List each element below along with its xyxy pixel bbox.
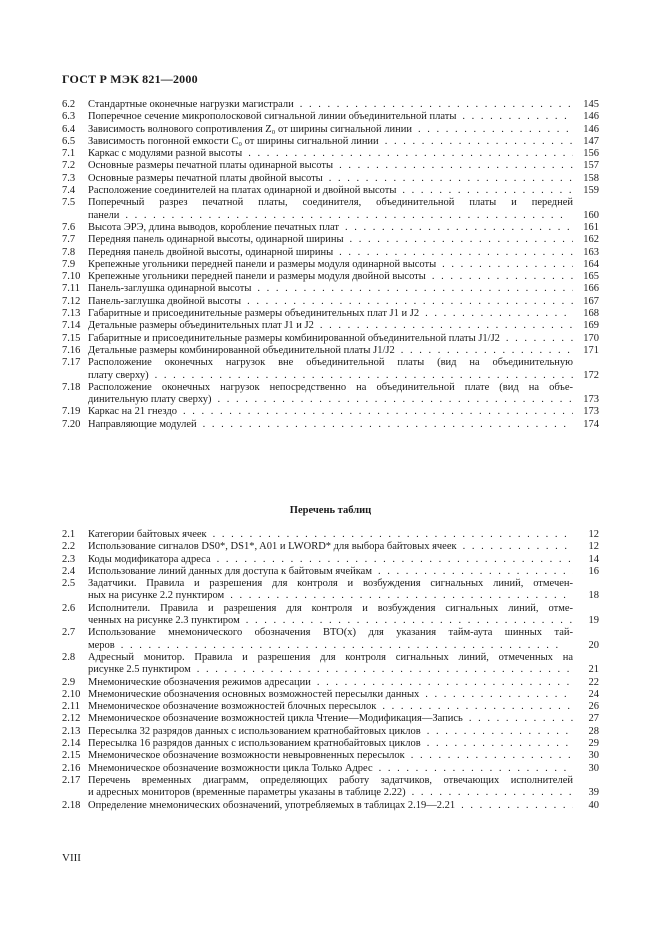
toc-entry xyxy=(62,259,599,271)
entry-page: 145 xyxy=(573,99,599,111)
entry-title-line: Расположение оконечных нагрузок вне объединительной платы (вид на объединительную xyxy=(88,357,573,369)
entry-number: 2.13 xyxy=(62,725,81,737)
entry-number: 7.3 xyxy=(62,172,76,184)
entry-title-line: панели . . xyxy=(88,210,573,222)
entry-page: 159 xyxy=(573,185,599,197)
toc-entry xyxy=(62,247,599,259)
entry-title: Поперечное сечение микрополосковой сигнальной линии объединительной платы . . xyxy=(88,111,573,123)
entry-page: 20 xyxy=(573,640,599,652)
toc-entry xyxy=(62,627,599,652)
entry-title xyxy=(88,775,573,800)
toc-entry xyxy=(62,271,599,283)
entry-title-line: меров . . xyxy=(88,640,573,652)
toc-entry xyxy=(62,750,599,762)
entry-number: 7.4 xyxy=(62,185,76,197)
entry-page: 16 xyxy=(573,566,599,578)
toc-entry xyxy=(62,320,599,332)
entry-page: 157 xyxy=(573,160,599,172)
toc-entry xyxy=(62,308,599,320)
entry-page: 166 xyxy=(573,283,599,295)
entry-title: Высота ЭРЭ, длина выводов, коробление печатных плат . . xyxy=(88,222,573,234)
entry-title: Направляющие модулей . . xyxy=(88,419,573,431)
entry-title: Габаритные и присоединительные размеры комбинированной объединительной платы J1/J2 . . xyxy=(88,333,573,345)
entry-page: 146 xyxy=(573,111,599,123)
toc-entry xyxy=(62,111,599,123)
entry-number: 2.9 xyxy=(62,676,76,688)
entry-title-line: Использование мнемонического обозначения BTO(x) для указания тайм-аута шинных тай- xyxy=(88,627,573,639)
entry-title: Коды модификатора адреса . . xyxy=(88,554,573,566)
entry-title: Основные размеры печатной платы двойной высоты . . xyxy=(88,173,573,185)
toc-entry xyxy=(62,578,599,603)
entry-number: 7.20 xyxy=(62,418,81,430)
entry-number: 7.17 xyxy=(62,357,81,369)
entry-page: 167 xyxy=(573,296,599,308)
toc-entry xyxy=(62,554,599,566)
toc-entry xyxy=(62,689,599,701)
entry-number: 7.9 xyxy=(62,258,76,270)
entry-number: 2.14 xyxy=(62,738,81,750)
toc-entry xyxy=(62,763,599,775)
document-header: ГОСТ Р МЭК 821—2000 xyxy=(62,72,198,86)
entry-title-line: Расположение оконечных нагрузок непосредственно на объединительной плате (вид на объе- xyxy=(88,381,573,393)
entry-title: Каркас с модулями разной высоты . . xyxy=(88,148,573,160)
entry-page: 28 xyxy=(573,726,599,738)
entry-title: Мнемоническое обозначение возможностей блочных пересылок . . xyxy=(88,701,573,713)
entry-number: 2.15 xyxy=(62,750,81,762)
entry-number: 7.11 xyxy=(62,283,80,295)
toc-entry xyxy=(62,406,599,418)
entry-number: 7.13 xyxy=(62,308,81,320)
entry-page: 27 xyxy=(573,713,599,725)
entry-title xyxy=(88,603,573,628)
entry-number: 2.8 xyxy=(62,651,76,663)
entry-number: 2.12 xyxy=(62,713,81,725)
toc-entry xyxy=(62,345,599,357)
entry-number: 2.18 xyxy=(62,799,81,811)
entry-title xyxy=(88,197,573,222)
entry-number: 2.5 xyxy=(62,578,76,590)
toc-entry xyxy=(62,382,599,407)
entry-title: Использование линий данных для доступа к байтовым ячейкам . . xyxy=(88,566,573,578)
entry-page: 12 xyxy=(573,541,599,553)
entry-title: Мнемонические обозначения режимов адресации . . xyxy=(88,677,573,689)
entry-title xyxy=(88,357,573,382)
entry-number: 7.19 xyxy=(62,406,81,418)
entry-page: 19 xyxy=(573,615,599,627)
entry-title: Пересылка 32 разрядов данных с использованием кратнобайтовых циклов . . xyxy=(88,726,573,738)
toc-entry xyxy=(62,283,599,295)
entry-page: 172 xyxy=(573,370,599,382)
entry-title: Мнемоническое обозначение возможности невыровненных пересылок . . xyxy=(88,750,573,762)
toc-entry xyxy=(62,357,599,382)
entry-page: 14 xyxy=(573,554,599,566)
entry-number: 2.10 xyxy=(62,688,81,700)
toc-entry xyxy=(62,603,599,628)
entry-title: Мнемонические обозначения основных возможностей пересылки данных . . xyxy=(88,689,573,701)
toc-entry xyxy=(62,222,599,234)
entry-title: Каркас на 21 гнездо . . xyxy=(88,406,573,418)
entry-number: 6.3 xyxy=(62,111,76,123)
entry-page: 30 xyxy=(573,750,599,762)
entry-page: 18 xyxy=(573,590,599,602)
entry-number: 7.10 xyxy=(62,271,81,283)
toc-entry xyxy=(62,173,599,185)
entry-title: Использование сигналов DS0*, DS1*, A01 и LWORD* для выбора байтовых ячеек . . xyxy=(88,541,573,553)
entry-number: 7.2 xyxy=(62,160,76,172)
entry-page: 24 xyxy=(573,689,599,701)
entry-number: 2.2 xyxy=(62,541,76,553)
entry-page: 156 xyxy=(573,148,599,160)
entry-title-line: Поперечный разрез печатной платы, соединителя, объединительной платы и передней xyxy=(88,197,573,209)
toc-entry xyxy=(62,160,599,172)
entry-number: 6.5 xyxy=(62,135,76,147)
entry-title-line: ченных на рисунке 2.3 пунктиром . . xyxy=(88,615,573,627)
entry-title: Стандартные оконечные нагрузки магистрали . . xyxy=(88,99,573,111)
entry-page: 40 xyxy=(573,800,599,812)
entry-number: 7.12 xyxy=(62,295,81,307)
entry-number: 7.6 xyxy=(62,221,76,233)
toc-entry xyxy=(62,701,599,713)
entry-number: 6.2 xyxy=(62,99,76,110)
entry-page: 174 xyxy=(573,419,599,431)
entry-title: Детальные размеры комбинированной объединительной платы J1/J2 . . xyxy=(88,345,573,357)
entry-page: 158 xyxy=(573,173,599,185)
entry-page: 39 xyxy=(573,787,599,799)
toc-entry xyxy=(62,738,599,750)
entry-number: 7.8 xyxy=(62,246,76,258)
entry-title: Передняя панель двойной высоты, одинарной ширины . . xyxy=(88,247,573,259)
entry-title-line: ных на рисунке 2.2 пунктиром . . xyxy=(88,590,573,602)
entry-title: Габаритные и присоединительные размеры объединительных плат J1 и J2 . . xyxy=(88,308,573,320)
entry-title: Зависимость погонной емкости C₀ от ширины сигнальной линии . . xyxy=(88,136,573,148)
entry-page: 170 xyxy=(573,333,599,345)
entry-title-line: динительную плату сверху) . . xyxy=(88,394,573,406)
entry-number: 7.7 xyxy=(62,234,76,246)
entry-title-line: Задатчики. Правила и разрешения для контроля и возбуждения сигнальных линий, отмечен- xyxy=(88,578,573,590)
entry-title: Категории байтовых ячеек . . xyxy=(88,529,573,541)
entry-title-line: Адресный монитор. Правила и разрешения для контроля сигнальных линий, отмеченных на xyxy=(88,651,573,663)
toc-entry xyxy=(62,566,599,578)
entry-title xyxy=(88,578,573,603)
entry-title: Панель-заглушка двойной высоты . . xyxy=(88,296,573,308)
entry-number: 7.16 xyxy=(62,344,81,356)
entry-number: 2.1 xyxy=(62,529,76,540)
entry-page: 147 xyxy=(573,136,599,148)
entry-title xyxy=(88,382,573,407)
entry-title-line: рисунке 2.5 пунктиром . . xyxy=(88,664,573,676)
page-number: VIII xyxy=(62,852,81,864)
entry-title: Мнемоническое обозначение возможности цикла Только Адрес . . xyxy=(88,763,573,775)
entry-number: 2.7 xyxy=(62,627,76,639)
entry-title: Зависимость волнового сопротивления Z₀ от ширины сигнальной линии . . xyxy=(88,124,573,136)
entry-page: 171 xyxy=(573,345,599,357)
entry-title-line: и адресных мониторов (временные параметры указаны в таблице 2.22) . . xyxy=(88,787,573,799)
entry-title: Основные размеры печатной платы одинарной высоты . . xyxy=(88,160,573,172)
entry-number: 2.11 xyxy=(62,701,80,713)
entry-title xyxy=(88,652,573,677)
figures-list xyxy=(62,99,599,431)
toc-entry xyxy=(62,726,599,738)
entry-page: 161 xyxy=(573,222,599,234)
entry-title: Определение мнемонических обозначений, употребляемых в таблицах 2.19—2.21 . . xyxy=(88,800,573,812)
entry-page: 168 xyxy=(573,308,599,320)
toc-entry xyxy=(62,148,599,160)
entry-page: 169 xyxy=(573,320,599,332)
entry-number: 6.4 xyxy=(62,123,76,135)
entry-page: 165 xyxy=(573,271,599,283)
entry-title: Пересылка 16 разрядов данных с использованием кратнобайтовых циклов . . xyxy=(88,738,573,750)
toc-entry xyxy=(62,124,599,136)
entry-title xyxy=(88,627,573,652)
entry-title-line: Исполнители. Правила и разрешения для контроля и возбуждения сигнальных линий, отме- xyxy=(88,602,573,614)
toc-entry xyxy=(62,333,599,345)
entry-page: 146 xyxy=(573,124,599,136)
entry-number: 7.15 xyxy=(62,332,81,344)
entry-page: 29 xyxy=(573,738,599,750)
entry-title: Детальные размеры объединительных плат J1 и J2 . . xyxy=(88,320,573,332)
entry-page: 163 xyxy=(573,247,599,259)
toc-entry xyxy=(62,652,599,677)
toc-entry xyxy=(62,529,599,541)
toc-entry xyxy=(62,197,599,222)
entry-title: Передняя панель одинарной высоты, одинарной ширины . . xyxy=(88,234,573,246)
toc-entry xyxy=(62,296,599,308)
toc-entry xyxy=(62,677,599,689)
entry-number: 7.1 xyxy=(62,148,76,160)
entry-title: Крепежные угольники передней панели и размеры модуля одинарной высоты . . xyxy=(88,259,573,271)
entry-number: 2.3 xyxy=(62,553,76,565)
entry-number: 7.14 xyxy=(62,320,81,332)
entry-number: 2.4 xyxy=(62,565,76,577)
entry-title: Мнемоническое обозначение возможностей цикла Чтение—Модификация—Запись . . xyxy=(88,713,573,725)
entry-page: 173 xyxy=(573,394,599,406)
entry-page: 160 xyxy=(573,210,599,222)
entry-page: 30 xyxy=(573,763,599,775)
entry-page: 12 xyxy=(573,529,599,541)
entry-page: 173 xyxy=(573,406,599,418)
toc-entry xyxy=(62,419,599,431)
entry-title: Панель-заглушка одинарной высоты . . xyxy=(88,283,573,295)
toc-entry xyxy=(62,99,599,111)
entry-number: 7.18 xyxy=(62,381,81,393)
toc-entry xyxy=(62,136,599,148)
entry-number: 2.6 xyxy=(62,602,76,614)
entry-title: Расположение соединителей на платах одинарной и двойной высоты . . xyxy=(88,185,573,197)
tables-section-title: Перечень таблиц xyxy=(289,505,372,516)
entry-page: 22 xyxy=(573,677,599,689)
entry-number: 2.16 xyxy=(62,762,81,774)
toc-entry xyxy=(62,775,599,800)
entry-page: 26 xyxy=(573,701,599,713)
toc-entry xyxy=(62,541,599,553)
entry-page: 164 xyxy=(573,259,599,271)
toc-entry xyxy=(62,234,599,246)
entry-title-line: Перечень временных диаграмм, определяющих работу задатчиков, отвечающих исполнителей xyxy=(88,774,573,786)
toc-entry xyxy=(62,800,599,812)
toc-entry xyxy=(62,185,599,197)
toc-entry xyxy=(62,713,599,725)
entry-page: 162 xyxy=(573,234,599,246)
entry-page: 21 xyxy=(573,664,599,676)
entry-title-line: плату сверху) . . xyxy=(88,370,573,382)
tables-list xyxy=(62,529,599,812)
entry-title: Крепежные угольники передней панели и размеры модуля двойной высоты . . xyxy=(88,271,573,283)
entry-number: 7.5 xyxy=(62,197,76,209)
entry-number: 2.17 xyxy=(62,774,81,786)
